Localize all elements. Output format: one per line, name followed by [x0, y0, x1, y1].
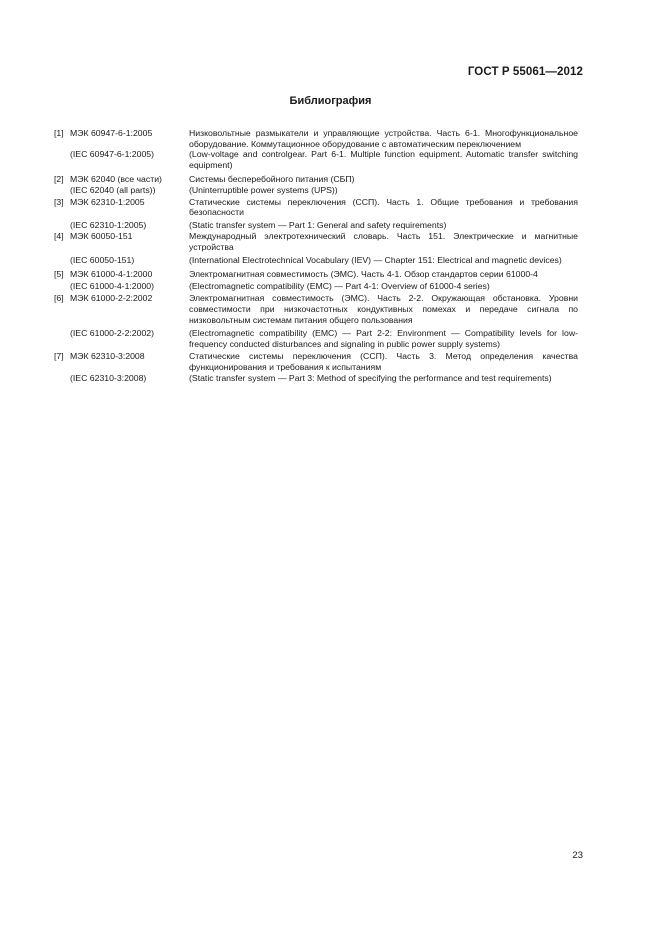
- bibliography-entry-english: [54, 281, 578, 292]
- entry-description-english: (Low-voltage and controlgear. Part 6-1. Multiple function equipment. Automatic transfer switching equipment): [189, 149, 578, 170]
- entry-description-english: (Electromagnetic compatibility (EMC) — Part 2-2: Environment — Compatibility levels for low-frequency conducted disturbances and signaling in public power supply systems): [189, 328, 578, 349]
- bibliography-entry: [54, 197, 578, 218]
- bibliography-entry-english: [54, 328, 578, 349]
- entry-reference-english: (IEC 60947-6-1:2005): [70, 149, 155, 160]
- entry-number: [3]: [54, 196, 64, 207]
- entry-reference-english: (IEC 60050-151): [70, 254, 135, 265]
- entry-reference: МЭК 62310-3:2008: [70, 351, 145, 362]
- bibliography-entry: [54, 128, 578, 149]
- entry-description: Низковольтные размыкатели и управляющие устройства. Часть 6-1. Многофункциональное оборудование. Коммутационное оборудование с автоматическим переключением: [189, 128, 578, 149]
- entry-reference-english: (IEC 62310-3:2008): [70, 373, 147, 384]
- bibliography-entry: [54, 293, 578, 325]
- entry-reference-english: (IEC 62040 (all parts)): [70, 184, 156, 195]
- bibliography-entry-english: [54, 373, 578, 384]
- bibliography-entry: [54, 174, 578, 185]
- bibliography-entry-english: [54, 220, 578, 231]
- page-title: Библиография: [289, 95, 372, 107]
- entry-description-english: (Electromagnetic compatibility (EMC) — Part 4-1: Overview of 61000-4 series): [189, 280, 490, 291]
- entry-number: [1]: [54, 128, 64, 138]
- bibliography-entry: [54, 269, 578, 280]
- entry-description-english: (International Electrotechnical Vocabulary (IEV) — Chapter 151: Electrical and magnetic devices): [189, 254, 562, 265]
- entry-reference: МЭК 62040 (все части): [70, 174, 162, 185]
- entry-description: Международный электротехнический словарь. Часть 151. Электрические и магнитные устройства: [189, 231, 578, 252]
- entry-description: Статические системы переключения (ССП). Часть 1. Общие требования и требования безопасности: [189, 196, 578, 218]
- entry-reference: МЭК 61000-2-2:2002: [70, 293, 153, 304]
- entry-reference: МЭК 60947-6-1:2005: [70, 128, 153, 138]
- entry-reference-english: (IEC 61000-2-2:2002): [70, 328, 155, 339]
- entry-description: Электромагнитная совместимость (ЭМС). Часть 4-1. Обзор стандартов серии 61000-4: [189, 269, 538, 280]
- entry-reference: МЭК 60050-151: [70, 231, 133, 242]
- entry-reference: МЭК 62310-1:2005: [70, 196, 145, 207]
- entry-description: Электромагнитная совместимость (ЭМС). Часть 2-2. Окружающая обстановка. Уровни совместимости при низкочастотных кондуктивных помехах и передаче сигнала по низковольтным системам питания общего пользования: [189, 293, 578, 325]
- entry-reference: МЭК 61000-4-1:2000: [70, 269, 153, 280]
- entry-description-english: (Static transfer system — Part 1: General and safety requirements): [189, 219, 447, 230]
- page-number: 23: [572, 850, 583, 861]
- entry-number: [6]: [54, 293, 64, 304]
- entry-number: [2]: [54, 174, 64, 185]
- entry-description-english: (Uninterruptible power systems (UPS)): [189, 184, 338, 195]
- entry-description-english: (Static transfer system — Part 3: Method of specifying the performance and test requirements): [189, 373, 552, 384]
- bibliography-entry-english: [54, 255, 578, 266]
- entry-description: Системы бесперебойного питания (СБП): [189, 174, 355, 185]
- bibliography-entry: [54, 231, 578, 252]
- entry-number: [5]: [54, 269, 64, 280]
- bibliography-list: [54, 128, 578, 384]
- bibliography-entry-english: [54, 149, 578, 170]
- bibliography-entry-english: [54, 185, 578, 196]
- entry-number: [4]: [54, 231, 64, 242]
- entry-reference-english: (IEC 62310-1:2005): [70, 219, 147, 230]
- standard-code: ГОСТ Р 55061—2012: [467, 66, 583, 78]
- entry-number: [7]: [54, 351, 64, 362]
- entry-description: Статические системы переключения (ССП). Часть 3. Метод определения качества функционирования и требования к испытаниям: [189, 351, 578, 372]
- bibliography-entry: [54, 351, 578, 372]
- entry-reference-english: (IEC 61000-4-1:2000): [70, 280, 155, 291]
